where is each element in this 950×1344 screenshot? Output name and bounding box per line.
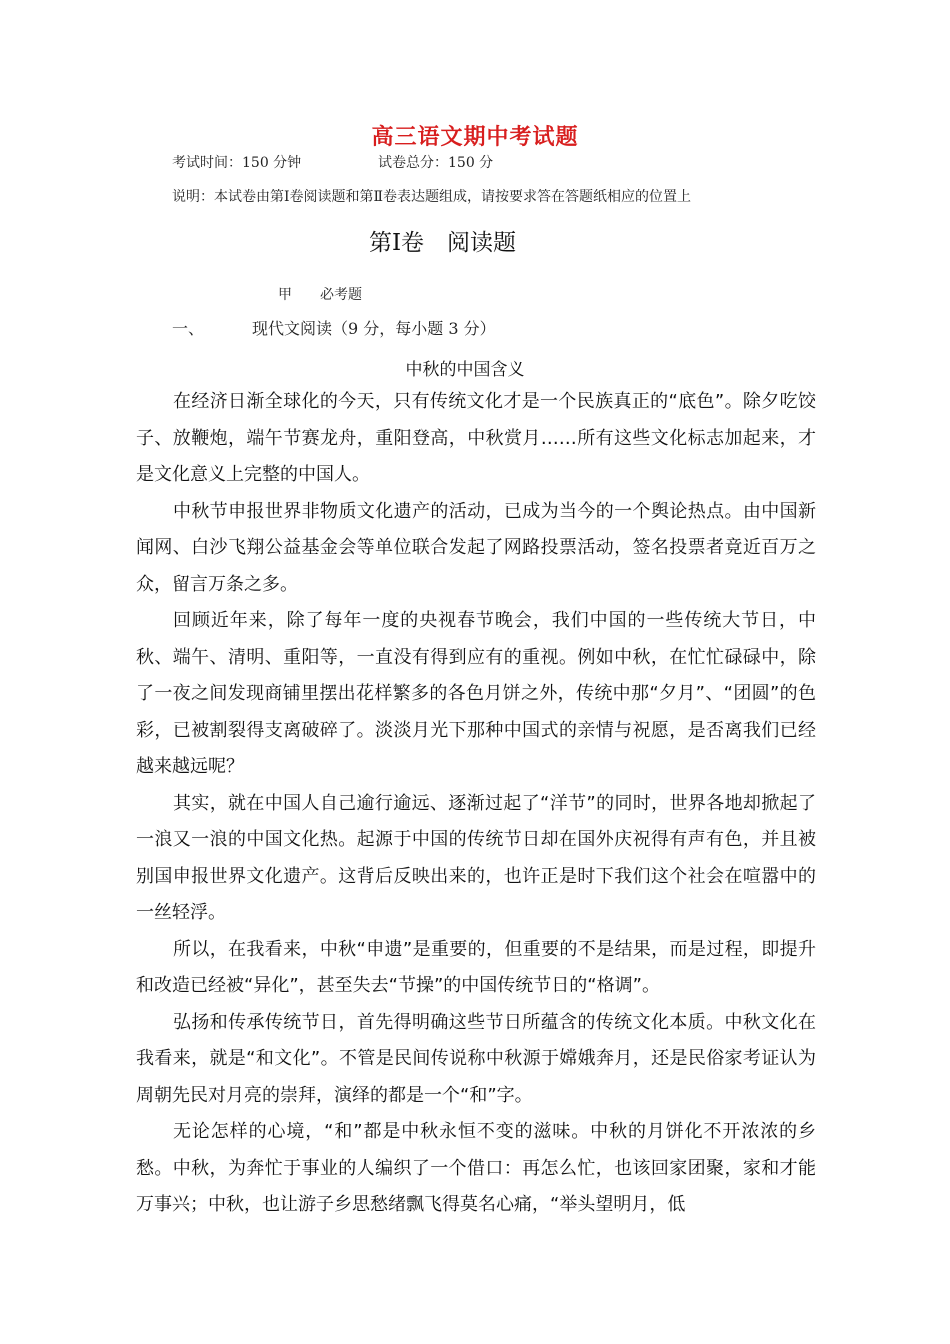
paragraph: 中秋节申报世界非物质文化遗产的活动，已成为当今的一个舆论热点。由中国新闻网、白沙飞翔公益基金会等单位联合发起了网路投票活动，签名投票者竟近百万之众，留言万条之多。 xyxy=(136,500,816,595)
paragraph: 其实，就在中国人自己逾行逾远、逐渐过起了“洋节”的同时，世界各地却掀起了一浪又一浪的中国文化热。起源于中国的传统节日却在国外庆祝得有声有色，并且被别国申报世界文化遗产。这背后反映出来的，也许正是时下我们这个社会在喧嚣中的一丝轻浮。 xyxy=(136,792,816,923)
exam-title: 高三语文期中考试题 xyxy=(371,124,579,150)
subsection-heading: 甲 必考题 xyxy=(278,287,362,303)
paragraph: 弘扬和传承传统节日，首先得明确这些节日所蕴含的传统文化本质。中秋文化在我看来，就是“和文化”。不管是民间传说称中秋源于嫦娥奔月，还是民俗家考证认为周朝先民对月亮的崇拜，演绎的都是一个“和”字。 xyxy=(136,1011,816,1106)
paragraph: 所以，在我看来，中秋“申遗”是重要的，但重要的不是结果，而是过程，即提升和改造已经被“异化”，甚至失去“节操”的中国传统节日的“格调”。 xyxy=(136,938,816,996)
part-number: 一、 xyxy=(172,319,205,338)
exam-time: 考试时间：150 分钟 xyxy=(172,155,302,171)
paragraph: 在经济日渐全球化的今天，只有传统文化才是一个民族真正的“底色”。除夕吃饺子、放鞭炮，端午节赛龙舟，重阳登高，中秋赏月……所有这些文化标志加起来，才是文化意义上完整的中国人。 xyxy=(136,391,816,485)
article-body xyxy=(136,384,816,1224)
paragraph: 回顾近年来，除了每年一度的央视春节晚会，我们中国的一些传统大节日，中秋、端午、清明、重阳等，一直没有得到应有的重视。例如中秋，在忙忙碌碌中，除了一夜之间发现商铺里摆出花样繁多的各色月饼之外，传统中那“夕月”、“团圆”的色彩，已被割裂得支离破碎了。淡淡月光下那种中国式的亲情与祝愿，是否离我们已经越来越远呢？ xyxy=(136,610,816,777)
part-heading: 现代文阅读（9 分，每小题 3 分） xyxy=(252,319,496,338)
exam-total-score: 试卷总分：150 分 xyxy=(378,155,494,171)
paragraph: 无论怎样的心境，“和”都是中秋永恒不变的滋味。中秋的月饼化不开浓浓的乡愁。中秋，为奔忙于事业的人编织了一个借口：再怎么忙，也该回家团聚，家和才能万事兴；中秋，也让游子乡思愁绪飘飞得莫名心痛，“举头望明月，低 xyxy=(136,1121,816,1215)
section-title: 第Ⅰ卷 阅读题 xyxy=(368,230,517,256)
exam-instructions: 说明：本试卷由第Ⅰ卷阅读题和第Ⅱ卷表达题组成，请按要求答在答题纸相应的位置上 xyxy=(172,189,692,205)
article-title: 中秋的中国含义 xyxy=(405,360,525,380)
